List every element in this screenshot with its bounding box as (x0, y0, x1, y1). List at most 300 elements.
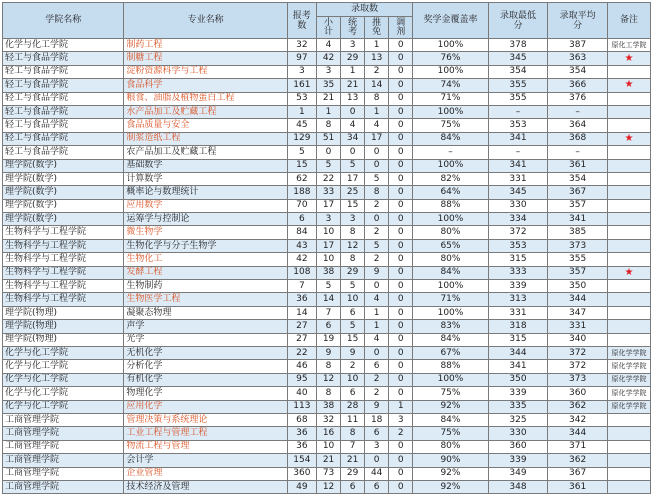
college-cell: 理学院(数学) (3, 159, 124, 172)
college-cell: 理学院(数学) (3, 213, 124, 226)
admit-total-cell: 38 (317, 266, 341, 279)
admit-total-cell: 1 (317, 105, 341, 118)
major-cell: 物流工程与管理 (124, 440, 287, 453)
admit-recommend-cell: 2 (365, 199, 389, 212)
major-cell: 食品质量与安全 (124, 119, 287, 132)
college-cell: 工商管理学院 (3, 454, 124, 467)
table-row (3, 440, 651, 453)
admit-total-cell: 5 (317, 280, 341, 293)
avg-score-cell: 363 (548, 52, 608, 65)
admit-total-cell: 17 (317, 239, 341, 252)
note-text: 原化学学院 (611, 402, 647, 411)
avg-score-cell: 342 (548, 413, 608, 426)
admit-adjust-cell: 0 (389, 373, 413, 386)
admit-recommend-cell: 44 (365, 467, 389, 480)
admit-recommend-cell: 9 (365, 266, 389, 279)
apply-cell: 6 (287, 213, 316, 226)
table-row (3, 239, 651, 252)
college-cell: 轻工与食品学院 (3, 146, 124, 159)
avg-score-cell: 331 (548, 320, 608, 333)
min-score-cell: 318 (488, 320, 548, 333)
admit-recommend-cell: 2 (365, 373, 389, 386)
admit-adjust-cell: 0 (389, 467, 413, 480)
admit-total-cell: 14 (317, 293, 341, 306)
note-cell (607, 400, 650, 413)
apply-cell: 70 (287, 199, 316, 212)
table-row (3, 65, 651, 78)
min-score-cell: 353 (488, 239, 548, 252)
coverage-cell: 100% (413, 373, 488, 386)
coverage-cell: 74% (413, 79, 488, 92)
college-cell: 轻工与食品学院 (3, 65, 124, 78)
admit-adjust-cell: 0 (389, 39, 413, 52)
admit-adjust-cell: 0 (389, 226, 413, 239)
college-cell: 理学院(数学) (3, 186, 124, 199)
note-cell (607, 480, 650, 493)
apply-cell: 45 (287, 119, 316, 132)
note-cell (607, 266, 650, 279)
min-score-cell: 315 (488, 253, 548, 266)
star-icon: ★ (624, 79, 634, 91)
major-cell: 制浆造纸工程 (124, 132, 287, 145)
admit-total-cell: 9 (317, 346, 341, 359)
admit-exam-cell: 8 (341, 226, 365, 239)
apply-cell: 108 (287, 266, 316, 279)
min-score-cell: 345 (488, 52, 548, 65)
coverage-cell: 71% (413, 92, 488, 105)
college-cell: 工商管理学院 (3, 467, 124, 480)
admit-total-cell: 73 (317, 467, 341, 480)
admit-adjust-cell: 0 (389, 387, 413, 400)
college-cell: 理学院(物理) (3, 306, 124, 319)
min-score-cell: – (488, 146, 548, 159)
avg-score-cell: 355 (548, 253, 608, 266)
coverage-cell: 71% (413, 293, 488, 306)
note-text: 原化学学院 (611, 388, 647, 397)
apply-cell: 62 (287, 172, 316, 185)
admit-exam-cell: 3 (341, 39, 365, 52)
header-admit-recommend (365, 17, 389, 39)
admit-adjust-cell: 0 (389, 146, 413, 159)
min-score-cell: 339 (488, 454, 548, 467)
major-cell: 有机化学 (124, 373, 287, 386)
admit-exam-cell: 2 (341, 360, 365, 373)
admit-recommend-cell: 8 (365, 186, 389, 199)
admit-recommend-cell: 2 (365, 387, 389, 400)
coverage-cell: 82% (413, 172, 488, 185)
coverage-cell: – (413, 146, 488, 159)
coverage-cell: 84% (413, 266, 488, 279)
admit-exam-cell: 8 (341, 253, 365, 266)
avg-score-cell: – (548, 105, 608, 118)
apply-cell: 113 (287, 400, 316, 413)
admit-recommend-cell: 5 (365, 239, 389, 252)
admit-total-cell: 10 (317, 440, 341, 453)
apply-cell: 154 (287, 454, 316, 467)
apply-cell: 32 (287, 39, 316, 52)
coverage-cell: 80% (413, 226, 488, 239)
admit-adjust-cell: 0 (389, 480, 413, 493)
admit-total-cell: 12 (317, 480, 341, 493)
header-admit-total-label: 小 计 (324, 17, 334, 37)
admit-exam-cell: 8 (341, 427, 365, 440)
table-row (3, 146, 651, 159)
admit-total-cell: 21 (317, 92, 341, 105)
admit-adjust-cell: 0 (389, 92, 413, 105)
admit-total-cell: 21 (317, 454, 341, 467)
admit-total-cell: 42 (317, 52, 341, 65)
coverage-cell: 100% (413, 39, 488, 52)
admit-recommend-cell: 18 (365, 413, 389, 426)
major-cell: 物理化学 (124, 387, 287, 400)
table-row (3, 119, 651, 132)
table-row (3, 226, 651, 239)
admit-exam-cell: 25 (341, 186, 365, 199)
admit-exam-cell: 0 (341, 105, 365, 118)
college-cell: 工商管理学院 (3, 413, 124, 426)
coverage-cell: 100% (413, 306, 488, 319)
admit-adjust-cell: 0 (389, 253, 413, 266)
admit-total-cell: 32 (317, 413, 341, 426)
admit-total-cell: 16 (317, 427, 341, 440)
admit-exam-cell: 5 (341, 320, 365, 333)
admit-total-cell: 3 (317, 213, 341, 226)
table-row (3, 92, 651, 105)
header-avg-score (548, 3, 608, 39)
avg-score-cell: 341 (548, 213, 608, 226)
admit-total-cell: 17 (317, 199, 341, 212)
major-cell: 凝聚态物理 (124, 306, 287, 319)
note-cell (607, 427, 650, 440)
admit-recommend-cell: 4 (365, 119, 389, 132)
table-row (3, 253, 651, 266)
header-avg-score-label: 录取平均 分 (559, 10, 596, 31)
admit-adjust-cell: 1 (389, 400, 413, 413)
admit-exam-cell: 4 (341, 119, 365, 132)
note-cell (607, 52, 650, 65)
major-cell: 光学 (124, 333, 287, 346)
admit-exam-cell: 0 (341, 146, 365, 159)
star-icon: ★ (624, 132, 634, 144)
header-admit-exam-label: 统 考 (348, 17, 358, 37)
note-cell (607, 132, 650, 145)
admit-exam-cell: 6 (341, 480, 365, 493)
admit-exam-cell: 17 (341, 172, 365, 185)
apply-cell: 27 (287, 320, 316, 333)
avg-score-cell: 361 (548, 159, 608, 172)
major-cell: 无机化学 (124, 346, 287, 359)
major-cell: 粮食、油脂及植物蛋白工程 (124, 92, 287, 105)
table-row (3, 320, 651, 333)
college-cell: 工商管理学院 (3, 427, 124, 440)
min-score-cell: 341 (488, 360, 548, 373)
major-cell: 基础数学 (124, 159, 287, 172)
avg-score-cell: 344 (548, 293, 608, 306)
college-cell: 轻工与食品学院 (3, 92, 124, 105)
admit-exam-cell: 7 (341, 440, 365, 453)
min-score-cell: 333 (488, 266, 548, 279)
admit-recommend-cell: 17 (365, 132, 389, 145)
admit-adjust-cell: 0 (389, 105, 413, 118)
table-row (3, 360, 651, 373)
admission-stats-table (2, 2, 651, 494)
major-cell: 计算数学 (124, 172, 287, 185)
avg-score-cell: 385 (548, 226, 608, 239)
major-cell: 生物化工 (124, 253, 287, 266)
coverage-cell: 88% (413, 199, 488, 212)
admit-adjust-cell: 0 (389, 132, 413, 145)
min-score-cell: 355 (488, 92, 548, 105)
admit-exam-cell: 28 (341, 400, 365, 413)
college-cell: 生物科学与工程学院 (3, 293, 124, 306)
admit-total-cell: 7 (317, 306, 341, 319)
apply-cell: 27 (287, 333, 316, 346)
major-cell: 企业管理 (124, 467, 287, 480)
college-cell: 化学与化工学院 (3, 387, 124, 400)
avg-score-cell: 387 (548, 39, 608, 52)
table-row (3, 454, 651, 467)
admit-total-cell: 35 (317, 79, 341, 92)
admit-adjust-cell: 0 (389, 320, 413, 333)
note-cell (607, 387, 650, 400)
note-cell (607, 413, 650, 426)
note-text: 原化学学院 (611, 348, 647, 357)
major-cell: 应用化学 (124, 400, 287, 413)
admit-total-cell: 6 (317, 320, 341, 333)
avg-score-cell: 361 (548, 480, 608, 493)
admit-total-cell: 5 (317, 159, 341, 172)
table-row (3, 480, 651, 493)
admit-exam-cell: 21 (341, 79, 365, 92)
avg-score-cell: 340 (548, 333, 608, 346)
avg-score-cell: 357 (548, 266, 608, 279)
admit-adjust-cell: 0 (389, 346, 413, 359)
note-cell (607, 360, 650, 373)
table-row (3, 199, 651, 212)
note-cell (607, 333, 650, 346)
coverage-cell: 100% (413, 280, 488, 293)
avg-score-cell: 372 (548, 360, 608, 373)
note-cell (607, 159, 650, 172)
min-score-cell: 360 (488, 440, 548, 453)
coverage-cell: 100% (413, 159, 488, 172)
table-row (3, 413, 651, 426)
avg-score-cell: 368 (548, 132, 608, 145)
min-score-cell: 331 (488, 172, 548, 185)
note-cell (607, 105, 650, 118)
table-row (3, 306, 651, 319)
avg-score-cell: 354 (548, 65, 608, 78)
header-major: 专业名称 (124, 3, 287, 39)
major-cell: 微生物学 (124, 226, 287, 239)
min-score-cell: 315 (488, 333, 548, 346)
admit-recommend-cell: 2 (365, 65, 389, 78)
apply-cell: 1 (287, 105, 316, 118)
note-cell (607, 199, 650, 212)
admit-adjust-cell: 0 (389, 186, 413, 199)
admit-total-cell: 38 (317, 400, 341, 413)
note-cell (607, 226, 650, 239)
major-cell: 制药工程 (124, 39, 287, 52)
avg-score-cell: 372 (548, 346, 608, 359)
admit-recommend-cell: 6 (365, 427, 389, 440)
admit-recommend-cell: 2 (365, 226, 389, 239)
coverage-cell: 80% (413, 253, 488, 266)
major-cell: 淀粉资源科学与工程 (124, 65, 287, 78)
admit-exam-cell: 10 (341, 373, 365, 386)
apply-cell: 22 (287, 346, 316, 359)
min-score-cell: 334 (488, 213, 548, 226)
avg-score-cell: 364 (548, 119, 608, 132)
header-admit-group: 录取数 (317, 3, 413, 17)
table-row (3, 213, 651, 226)
coverage-cell: 76% (413, 52, 488, 65)
major-cell: 声学 (124, 320, 287, 333)
table-header (3, 3, 651, 39)
coverage-cell: 65% (413, 239, 488, 252)
avg-score-cell: 357 (548, 199, 608, 212)
apply-cell: 36 (287, 440, 316, 453)
college-cell: 化学与化工学院 (3, 346, 124, 359)
min-score-cell: 354 (488, 65, 548, 78)
coverage-cell: 92% (413, 467, 488, 480)
avg-score-cell: 373 (548, 373, 608, 386)
coverage-cell: 100% (413, 105, 488, 118)
table-row (3, 105, 651, 118)
table-row (3, 132, 651, 145)
avg-score-cell: 367 (548, 186, 608, 199)
admit-recommend-cell: 4 (365, 293, 389, 306)
major-cell: 概率论与数理统计 (124, 186, 287, 199)
header-coverage: 奖学金覆盖率 (413, 3, 488, 39)
coverage-cell: 64% (413, 186, 488, 199)
admit-total-cell: 0 (317, 146, 341, 159)
note-cell (607, 119, 650, 132)
apply-cell: 68 (287, 413, 316, 426)
admit-recommend-cell: 6 (365, 360, 389, 373)
major-cell: 制糖工程 (124, 52, 287, 65)
admit-adjust-cell: 0 (389, 440, 413, 453)
admit-adjust-cell: 0 (389, 454, 413, 467)
admit-recommend-cell: 0 (365, 454, 389, 467)
major-cell: 管理决策与系统理论 (124, 413, 287, 426)
college-cell: 生物科学与工程学院 (3, 239, 124, 252)
apply-cell: 84 (287, 226, 316, 239)
major-cell: 生物医学工程 (124, 293, 287, 306)
min-score-cell: 372 (488, 226, 548, 239)
apply-cell: 53 (287, 92, 316, 105)
college-cell: 轻工与食品学院 (3, 132, 124, 145)
header-admit-recommend-label: 推 免 (372, 17, 382, 37)
admit-recommend-cell: 9 (365, 400, 389, 413)
admit-exam-cell: 34 (341, 132, 365, 145)
min-score-cell: 349 (488, 467, 548, 480)
admit-total-cell: 8 (317, 360, 341, 373)
avg-score-cell: 366 (548, 79, 608, 92)
admit-total-cell: 8 (317, 119, 341, 132)
major-cell: 水产品加工及贮藏工程 (124, 105, 287, 118)
admit-recommend-cell: 3 (365, 440, 389, 453)
note-text: 原化学学院 (611, 375, 647, 384)
min-score-cell: 339 (488, 280, 548, 293)
coverage-cell: 75% (413, 387, 488, 400)
coverage-cell: 92% (413, 480, 488, 493)
min-score-cell: 353 (488, 119, 548, 132)
note-cell (607, 146, 650, 159)
admit-total-cell: 10 (317, 226, 341, 239)
table-row (3, 186, 651, 199)
major-cell: 技术经济及管理 (124, 480, 287, 493)
college-cell: 轻工与食品学院 (3, 105, 124, 118)
coverage-cell: 83% (413, 320, 488, 333)
note-cell (607, 293, 650, 306)
min-score-cell: 325 (488, 413, 548, 426)
admit-total-cell: 12 (317, 373, 341, 386)
admit-exam-cell: 10 (341, 293, 365, 306)
admit-recommend-cell: 0 (365, 346, 389, 359)
admit-recommend-cell: 8 (365, 92, 389, 105)
college-cell: 生物科学与工程学院 (3, 280, 124, 293)
table-row (3, 79, 651, 92)
college-cell: 生物科学与工程学院 (3, 226, 124, 239)
apply-cell: 14 (287, 306, 316, 319)
admit-adjust-cell: 0 (389, 293, 413, 306)
note-cell (607, 172, 650, 185)
note-cell (607, 79, 650, 92)
coverage-cell: 90% (413, 454, 488, 467)
admit-recommend-cell: 0 (365, 146, 389, 159)
college-cell: 工商管理学院 (3, 480, 124, 493)
apply-cell: 36 (287, 427, 316, 440)
admit-exam-cell: 6 (341, 306, 365, 319)
admit-adjust-cell: 0 (389, 333, 413, 346)
admit-exam-cell: 5 (341, 280, 365, 293)
admit-recommend-cell: 1 (365, 320, 389, 333)
major-cell: 农产品加工及贮藏工程 (124, 146, 287, 159)
header-min-score-label: 录取最低 分 (499, 10, 536, 31)
avg-score-cell: 373 (548, 239, 608, 252)
avg-score-cell: 347 (548, 306, 608, 319)
admit-exam-cell: 9 (341, 346, 365, 359)
college-cell: 轻工与食品学院 (3, 52, 124, 65)
header-apply-label: 报考 数 (292, 10, 311, 31)
coverage-cell: 100% (413, 65, 488, 78)
college-cell: 理学院(物理) (3, 333, 124, 346)
min-score-cell: 339 (488, 387, 548, 400)
admit-exam-cell: 3 (341, 213, 365, 226)
admit-recommend-cell: 2 (365, 253, 389, 266)
note-cell (607, 65, 650, 78)
major-cell: 发酵工程 (124, 266, 287, 279)
college-cell: 化学与化工学院 (3, 400, 124, 413)
college-cell: 理学院(数学) (3, 199, 124, 212)
note-cell (607, 39, 650, 52)
coverage-cell: 88% (413, 360, 488, 373)
avg-score-cell: – (548, 146, 608, 159)
note-cell (607, 239, 650, 252)
table-row (3, 159, 651, 172)
min-score-cell: 341 (488, 159, 548, 172)
apply-cell: 36 (287, 293, 316, 306)
table-row (3, 52, 651, 65)
min-score-cell: 348 (488, 480, 548, 493)
min-score-cell: 330 (488, 427, 548, 440)
admit-recommend-cell: 0 (365, 280, 389, 293)
college-cell: 化学与化工学院 (3, 360, 124, 373)
apply-cell: 360 (287, 467, 316, 480)
college-cell: 理学院(数学) (3, 172, 124, 185)
college-cell: 轻工与食品学院 (3, 119, 124, 132)
